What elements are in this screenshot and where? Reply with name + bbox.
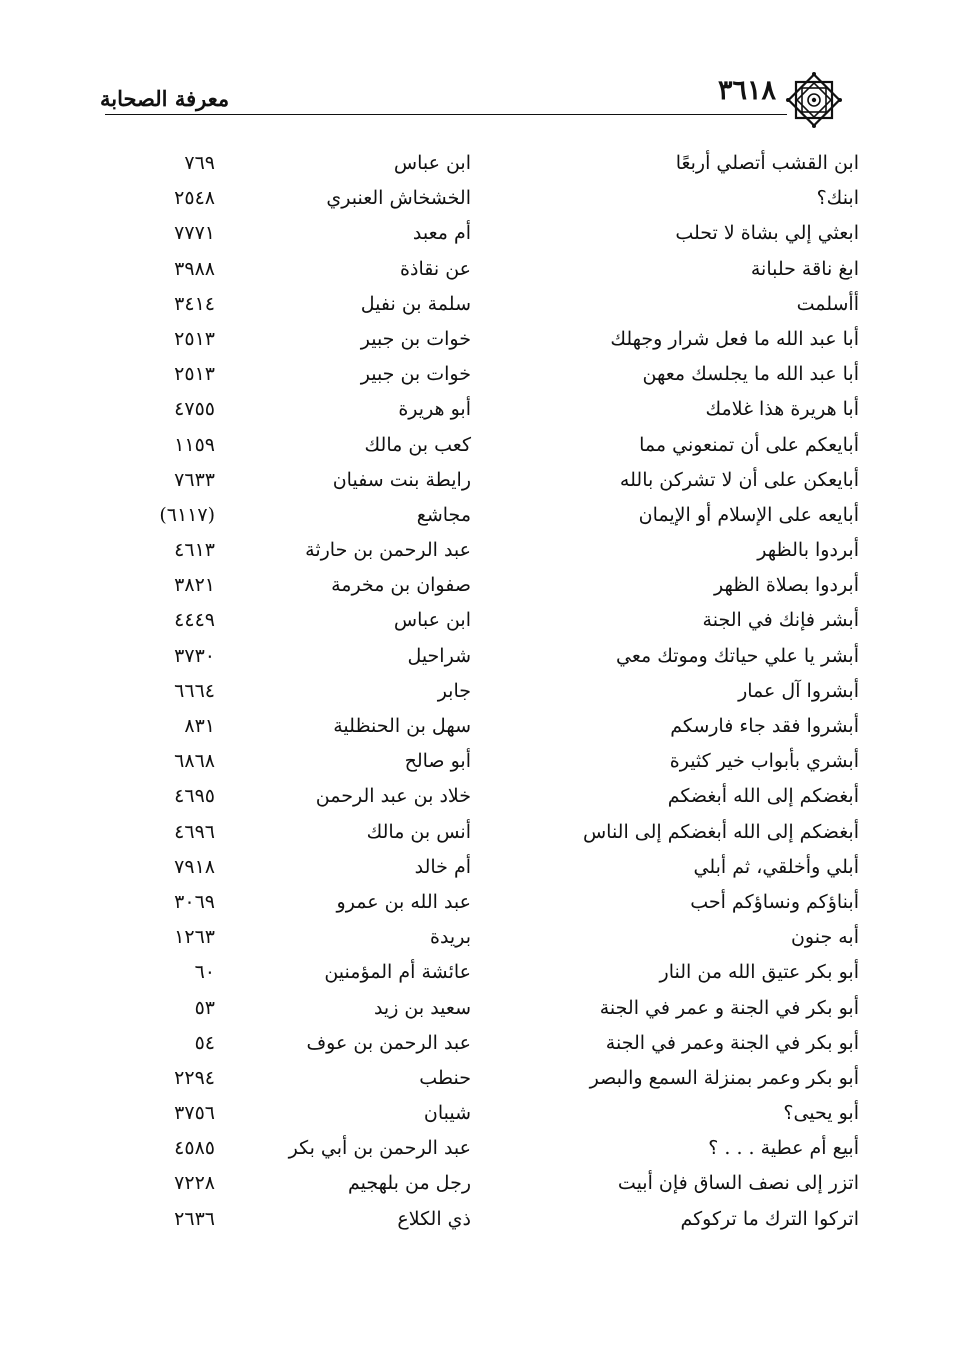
- octagram-ornament-icon: [784, 70, 844, 130]
- narrator-name: أبو هريرة: [398, 398, 471, 421]
- index-row: [0, 498, 963, 533]
- hadith-text: أبشري بأبواب خير كثيرة: [669, 750, 859, 773]
- hadith-number: ٢٥١٣: [174, 363, 215, 386]
- narrator-name: سعيد بن زيد: [373, 996, 471, 1019]
- index-row: [0, 428, 963, 463]
- hadith-text: أبو بكر وعمر بمنزلة السمع والبصر: [589, 1066, 859, 1089]
- hadith-number: ٧٦٣٣: [174, 468, 215, 491]
- index-row: [0, 1131, 963, 1166]
- hadith-text: ابغ ناقة حلبانة: [750, 257, 859, 280]
- narrator-name: أم خالد: [414, 855, 471, 878]
- hadith-number: ٣٧٥٦: [174, 1102, 215, 1125]
- hadith-text: أبناؤكم ونساؤكم أحب: [690, 890, 859, 913]
- hadith-number: ٤٥٨٥: [174, 1137, 215, 1160]
- hadith-text: ابنك؟: [816, 187, 859, 210]
- narrator-name: رايطة بنت سفيان: [332, 468, 471, 491]
- narrator-name: أم معبد: [412, 222, 471, 245]
- index-row: [0, 392, 963, 427]
- hadith-number: ١١٥٩: [174, 433, 215, 456]
- narrator-name: شيبان: [423, 1102, 471, 1125]
- narrator-name: حنطب: [419, 1066, 471, 1089]
- hadith-number: ٧٢٢٨: [174, 1172, 215, 1195]
- narrator-name: ذي الكلاع: [397, 1207, 471, 1230]
- hadith-text: اتركوا الترك ما تركوكم: [680, 1207, 859, 1230]
- index-row: [0, 1096, 963, 1131]
- hadith-text: ابن القشب أتصلي أربعًا: [675, 152, 859, 174]
- hadith-text: أبو بكر عتيق الله من النار: [659, 961, 859, 984]
- index-row: [0, 639, 963, 674]
- hadith-text: ابعثي إلي بشاة لا تحلب: [675, 222, 859, 245]
- index-row: [0, 991, 963, 1026]
- index-row: [0, 216, 963, 251]
- narrator-name: سهل بن الحنظلية: [333, 715, 471, 737]
- hadith-text: أبو بكر في الجنة و عمر في الجنة: [599, 996, 859, 1019]
- narrator-name: أبو صالح: [404, 750, 471, 773]
- hadith-text: أبشر فإنك في الجنة: [702, 609, 859, 632]
- index-row: [0, 1202, 963, 1237]
- hadith-text: أبو يحيى؟: [783, 1102, 859, 1125]
- narrator-name: أنس بن مالك: [366, 820, 471, 843]
- index-row: [0, 920, 963, 955]
- index-row: [0, 287, 963, 322]
- narrator-name: صفوان بن مخرمة: [331, 574, 471, 597]
- hadith-number: ٣٠٦٩: [174, 890, 215, 913]
- hadith-number: ١٢٦٣: [174, 926, 215, 949]
- hadith-number: ٤٤٤٩: [174, 609, 215, 632]
- narrator-name: خلاد بن عبد الرحمن: [315, 785, 471, 808]
- hadith-text: أبشر يا علي حياتك وموتك معي: [616, 644, 859, 667]
- hadith-number: ٢٥١٣: [174, 327, 215, 350]
- hadith-number: ٣٩٨٨: [174, 257, 215, 280]
- index-row: [0, 146, 963, 181]
- hadith-number: ٤٦٩٦: [174, 820, 215, 843]
- index-row: [0, 1166, 963, 1201]
- hadith-number: (٦١١٧): [159, 503, 215, 526]
- narrator-name: عبد الرحمن بن عوف: [306, 1031, 471, 1054]
- narrator-name: كعب بن مالك: [364, 433, 471, 456]
- narrator-name: عبد الرحمن بن أبي بكر: [288, 1137, 471, 1160]
- hadith-number: ٦٠: [194, 961, 215, 984]
- index-row: [0, 1061, 963, 1096]
- hadith-text: أبا عبد الله ما يجلسك معهن: [642, 363, 859, 386]
- narrator-name: خوات بن جبير: [360, 327, 471, 350]
- hadith-text: أبشروا فقد جاء فارسكم: [670, 715, 859, 737]
- hadith-text: أبايعه على الإسلام أو الإيمان: [638, 503, 859, 526]
- hadith-text: أأسلمت: [796, 292, 859, 315]
- hadith-number: ٨٣١: [184, 715, 215, 737]
- header-rule: [105, 114, 787, 115]
- index-row: [0, 1026, 963, 1061]
- hadith-text: أبلي وأخلقي، ثم أبلي: [693, 855, 859, 878]
- hadith-text: أبشروا آل عمار: [738, 679, 859, 702]
- hadith-number: ٦٨٦٨: [174, 750, 215, 773]
- narrator-name: مجاشع: [416, 503, 471, 526]
- narrator-name: رجل من بلهجيم: [347, 1172, 471, 1195]
- index-row: [0, 709, 963, 744]
- hadith-text: أبغضكم إلى الله أبغضكم إلى الناس: [582, 820, 859, 843]
- hadith-number: ٧٦٩: [184, 152, 215, 174]
- index-row: [0, 603, 963, 638]
- index-row: [0, 181, 963, 216]
- hadith-number: ٢٢٩٤: [174, 1066, 215, 1089]
- index-row: [0, 674, 963, 709]
- hadith-number: ٣٧٣٠: [174, 644, 215, 667]
- hadith-text: أبا عبد الله ما فعل شرار وجهلك: [610, 327, 859, 350]
- narrator-name: خوات بن جبير: [360, 363, 471, 386]
- hadith-number: ٤٦١٣: [174, 539, 215, 562]
- hadith-number: ٦٦٦٤: [174, 679, 215, 702]
- narrator-name: شراحيل: [407, 644, 471, 667]
- hadith-number: ٢٦٣٦: [174, 1207, 215, 1230]
- index-row: [0, 357, 963, 392]
- index-row: [0, 955, 963, 990]
- narrator-name: عن نقاذة: [400, 257, 471, 280]
- hadith-number: ٧٧٧١: [174, 222, 215, 245]
- hadith-text: أبه جنون: [790, 926, 859, 949]
- hadith-text: أبا هريرة هذا غلامك: [705, 398, 859, 421]
- hadith-text: أبايعكن على أن لا تشركن بالله: [619, 468, 859, 491]
- index-entries: [0, 146, 963, 1237]
- hadith-number: ٥٤: [194, 1031, 215, 1054]
- hadith-text: اتزر إلى نصف الساق فإن أبيت: [617, 1172, 859, 1195]
- narrator-name: بريدة: [430, 926, 471, 949]
- index-row: [0, 463, 963, 498]
- narrator-name: عبد الرحمن بن حارثة: [305, 539, 471, 562]
- hadith-text: أبايعكم على أن تمنعوني مما: [639, 433, 859, 456]
- narrator-name: عائشة أم المؤمنين: [324, 961, 471, 984]
- hadith-number: ٣٤١٤: [174, 292, 215, 315]
- hadith-text: أبو بكر في الجنة وعمر في الجنة: [605, 1031, 859, 1054]
- index-row: [0, 744, 963, 779]
- hadith-text: أبردوا بالظهر: [757, 539, 859, 562]
- index-row: [0, 779, 963, 814]
- narrator-name: عبد الله بن عمرو: [336, 890, 471, 913]
- hadith-number: ٣٨٢١: [174, 574, 215, 597]
- narrator-name: سلمة بن نفيل: [360, 292, 471, 315]
- narrator-name: جابر: [437, 679, 471, 702]
- index-row: [0, 850, 963, 885]
- index-row: [0, 252, 963, 287]
- hadith-number: ٤٧٥٥: [174, 398, 215, 421]
- page-number: ٣٦١٨: [718, 75, 777, 106]
- index-row: [0, 815, 963, 850]
- index-row: [0, 322, 963, 357]
- narrator-name: ابن عباس: [393, 152, 471, 174]
- hadith-number: ٧٩١٨: [174, 855, 215, 878]
- index-row: [0, 885, 963, 920]
- hadith-text: أبغضكم إلى الله أبغضكم: [667, 785, 859, 808]
- hadith-text: أبردوا بصلاة الظهر: [714, 574, 859, 597]
- hadith-number: ٤٦٩٥: [174, 785, 215, 808]
- narrator-name: ابن عباس: [393, 609, 471, 632]
- hadith-text: أبيع أم عطية . . . ؟: [708, 1137, 859, 1160]
- narrator-name: الخشخاش العنبري: [326, 187, 471, 210]
- index-row: [0, 568, 963, 603]
- book-title: معرفة الصحابة: [100, 86, 230, 111]
- hadith-number: ٥٣: [194, 996, 215, 1019]
- index-row: [0, 533, 963, 568]
- hadith-number: ٢٥٤٨: [174, 187, 215, 210]
